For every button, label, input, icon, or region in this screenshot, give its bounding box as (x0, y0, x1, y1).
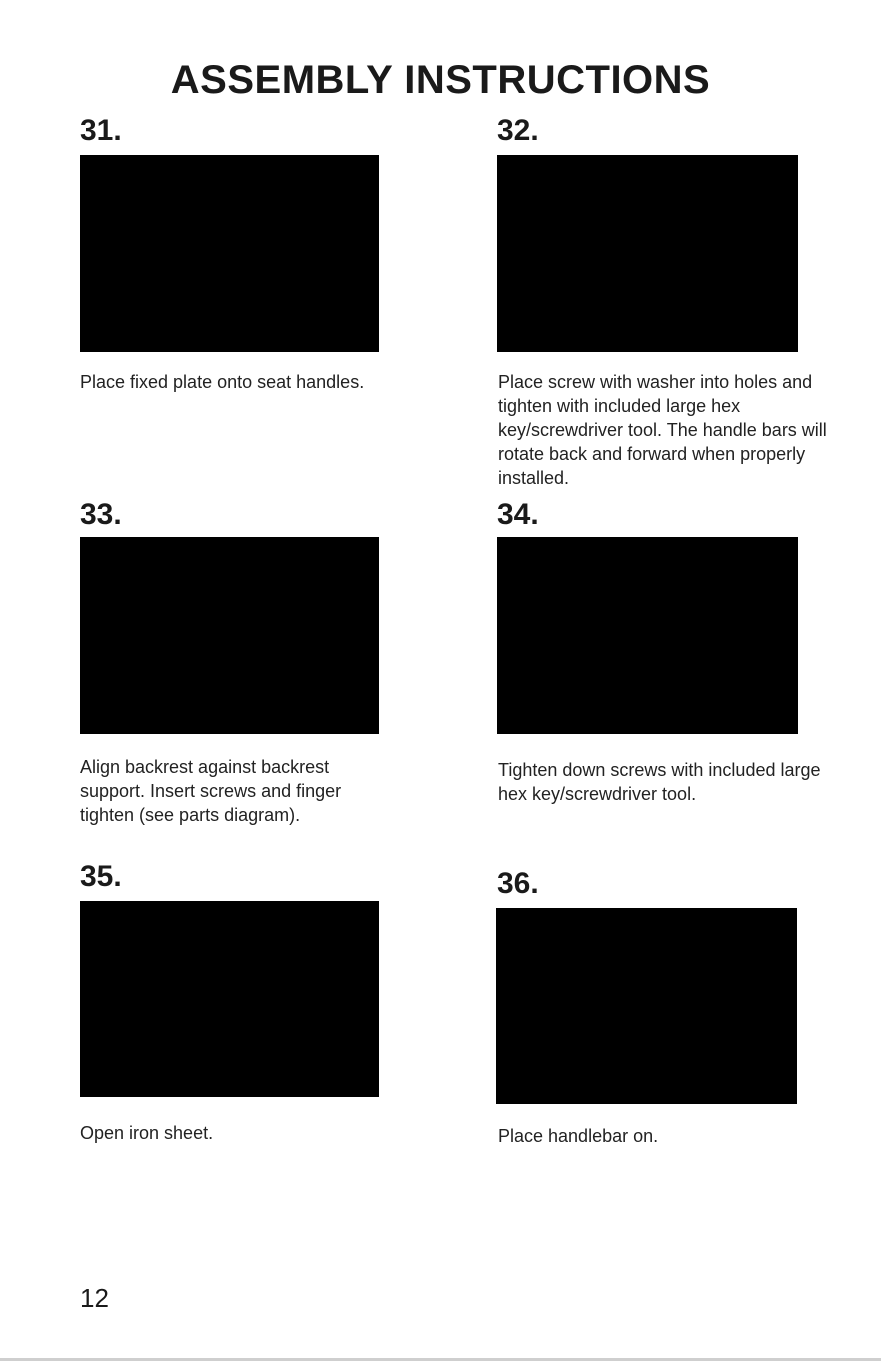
step-number: 33. (80, 498, 122, 531)
step-image (80, 537, 379, 734)
step-image (497, 537, 798, 734)
step-image (496, 908, 797, 1104)
step-number: 36. (497, 867, 539, 900)
step-number: 34. (497, 498, 539, 531)
step-caption: Align backrest against backrest support. Insert screws and finger tighten (see parts diagram). (80, 757, 342, 825)
step-caption: Place fixed plate onto seat handles. (80, 372, 365, 392)
step-image (80, 901, 379, 1097)
step-image (80, 155, 379, 352)
step-number: 31. (80, 114, 122, 147)
step-caption: Open iron sheet. (80, 1123, 214, 1143)
step-caption: Tighten down screws with included large hex key/screwdriver tool. (498, 760, 821, 804)
step-number: 32. (497, 114, 539, 147)
page-title: ASSEMBLY INSTRUCTIONS (170, 58, 711, 102)
step-number: 35. (80, 860, 122, 893)
step-image (497, 155, 798, 352)
step-caption: Place handlebar on. (498, 1126, 659, 1146)
page-number: 12 (80, 1283, 109, 1313)
step-caption: Place screw with washer into holes and tighten with included large hex key/screwdriver tool. The handle bars will rotate back and forward when properly installed. (498, 372, 827, 488)
